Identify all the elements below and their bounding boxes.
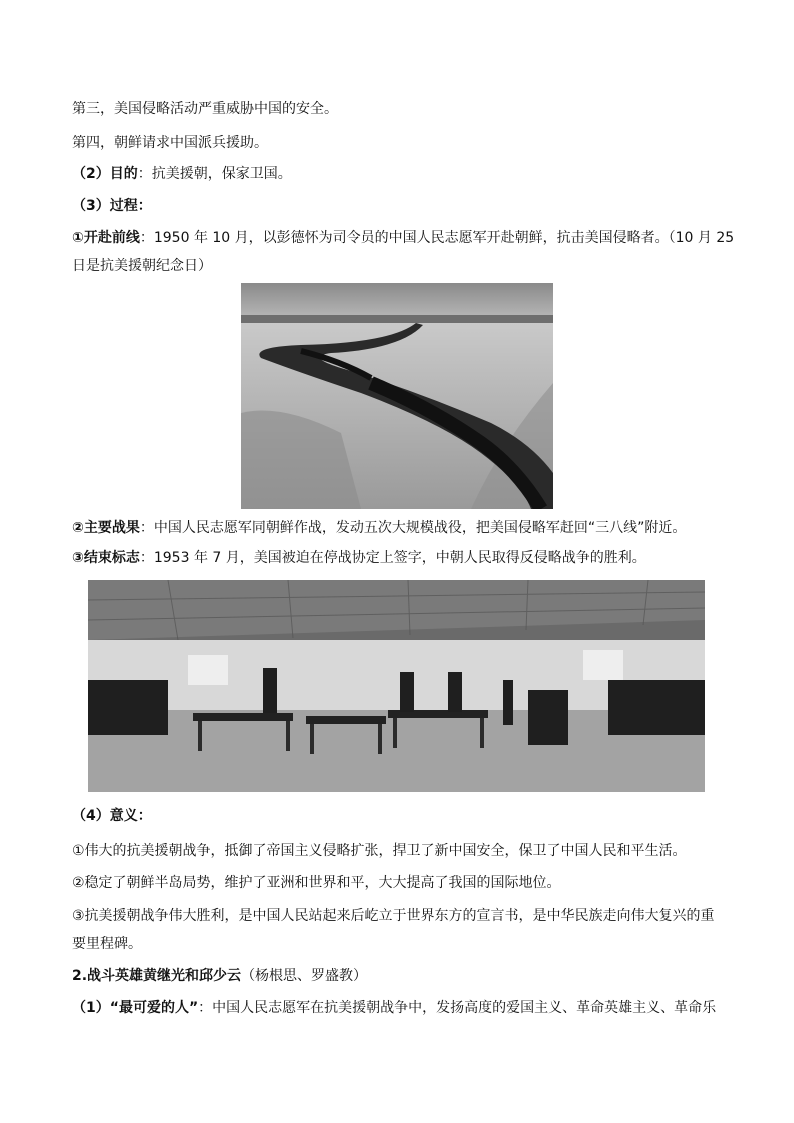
purpose-text: ：抗美援朝，保家卫国。 (137, 166, 292, 182)
heroes-label: 2.战斗英雄黄继光和邱少云 (72, 968, 242, 984)
armistice-signing-photo (88, 580, 705, 792)
loveliest-text: ：中国人民志愿军在抗美援朝战争中，发扬高度的爱国主义、革命英雄主义、革命乐 (198, 1000, 717, 1016)
results-label: ②主要战果 (72, 520, 140, 536)
significance-item-2: ②稳定了朝鲜半岛局势，维护了亚洲和世界和平，大大提高了我国的国际地位。 (72, 875, 561, 891)
significance-item-1: ①伟大的抗美援朝战争，抵御了帝国主义侵略扩张，捍卫了新中国安全，保卫了中国人民和平生活。 (72, 843, 687, 859)
significance-item-3-cont: 要里程碑。 (72, 936, 142, 952)
section-heroes-heading (72, 966, 734, 986)
end-label: ③结束标志 (72, 550, 140, 566)
troops-crossing-river-photo (241, 283, 553, 509)
purpose-label: （2）目的 (72, 166, 138, 182)
paragraph-reason-four: 第四，朝鲜请求中国派兵援助。 (72, 135, 268, 151)
front-label: ①开赴前线 (72, 230, 140, 246)
paragraph-front (72, 228, 734, 248)
paragraph-purpose (72, 164, 734, 184)
paragraph-front-cont: 日是抗美援朝纪念日） (72, 258, 212, 274)
heading-significance: （4）意义： (72, 808, 152, 824)
heading-process: （3）过程： (72, 198, 152, 214)
significance-item-3: ③抗美援朝战争伟大胜利，是中国人民站起来后屹立于世界东方的宣言书，是中华民族走向伟大复兴的重 (72, 908, 715, 924)
loveliest-label: （1）“最可爱的人” (72, 1000, 199, 1016)
paragraph-end (72, 548, 734, 568)
paragraph-loveliest-people (72, 998, 734, 1018)
results-text: ：中国人民志愿军同朝鲜作战，发动五次大规模战役，把美国侵略军赶回“三八线”附近。 (139, 520, 687, 536)
paragraph-results (72, 518, 734, 538)
heroes-text: （杨根思、罗盛教） (241, 968, 368, 984)
end-text: ：1953 年 7 月，美国被迫在停战协定上签字，中朝人民取得反侵略战争的胜利。 (139, 550, 646, 566)
paragraph-reason-three: 第三，美国侵略活动严重威胁中国的安全。 (72, 101, 338, 117)
front-text: ：1950 年 10 月，以彭德怀为司令员的中国人民志愿军开赴朝鲜，抗击美国侵略者。（10 月 25 (139, 230, 735, 246)
